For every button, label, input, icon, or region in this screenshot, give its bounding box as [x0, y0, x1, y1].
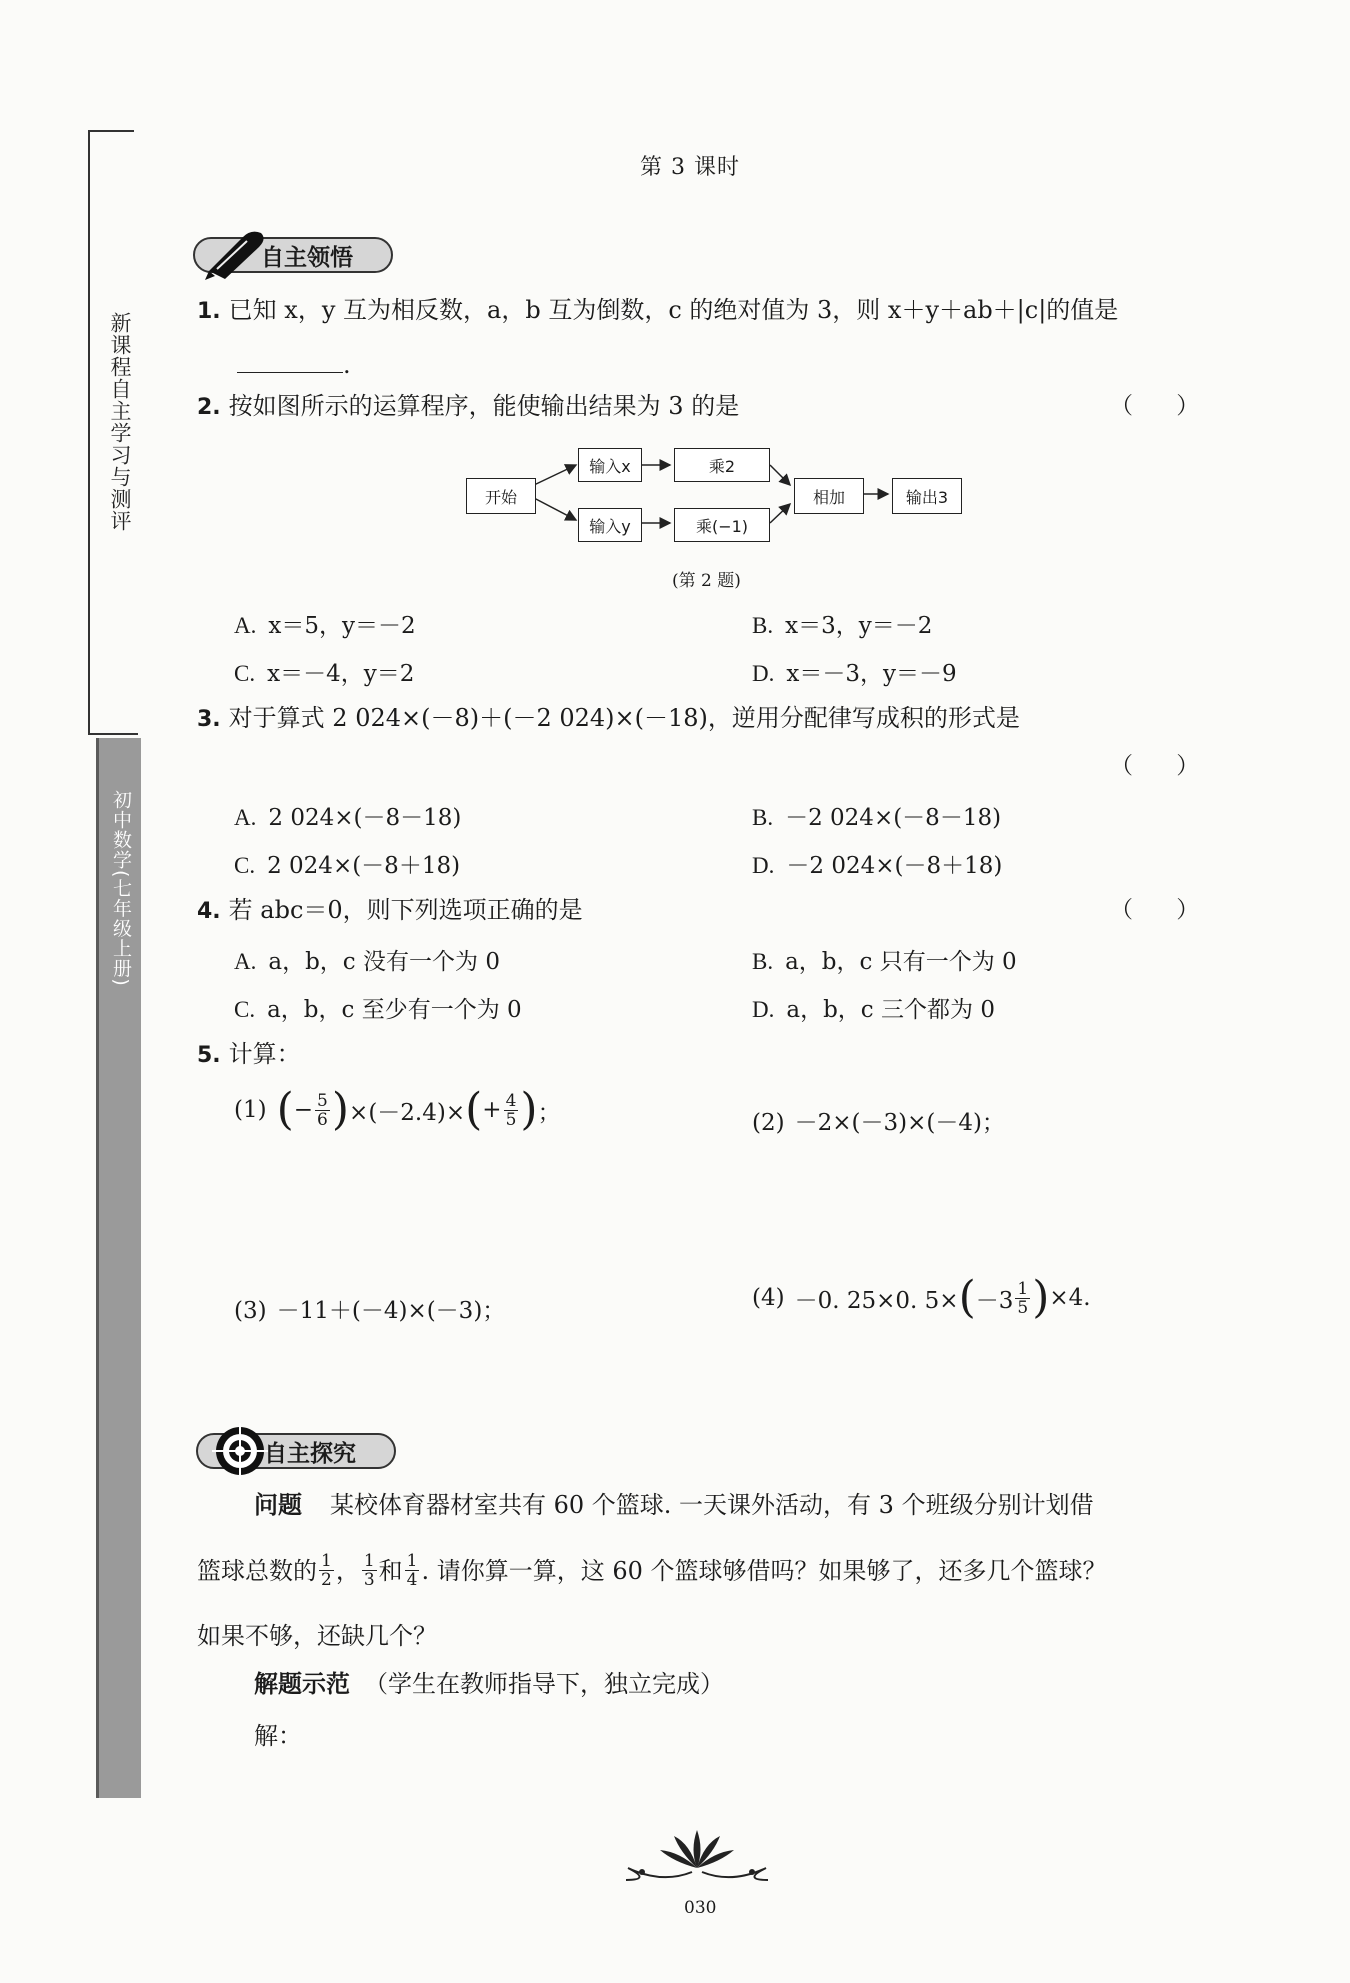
answer-blank-line — [197, 349, 351, 381]
flow-multiply-neg1: 乘(−1) — [674, 508, 770, 542]
option-a[interactable]: A. x＝5，y＝－2 — [234, 613, 416, 639]
question-number: 3. — [197, 707, 221, 732]
question-number: 1. — [197, 299, 221, 324]
fill-blank[interactable] — [237, 372, 343, 373]
flow-add: 相加 — [794, 478, 864, 514]
subject-title: 初中数学(七年级上册) — [110, 790, 132, 987]
figure-caption: (第 2 题) — [672, 571, 741, 591]
subquestion-3: (3) －11＋(－4)×(－3)； — [234, 1298, 506, 1324]
flow-start: 开始 — [466, 478, 536, 514]
question-1 — [197, 294, 1118, 328]
option-b[interactable]: B. a，b，c 只有一个为 0 — [752, 949, 1017, 975]
option-c[interactable]: C. 2 024×(－8＋18) — [234, 853, 461, 879]
section-header-self-understanding — [193, 237, 393, 273]
option-c[interactable]: C. a，b，c 至少有一个为 0 — [234, 997, 522, 1023]
lesson-title: 第 3 课时 — [640, 155, 740, 180]
question-5 — [197, 1038, 301, 1072]
question-4 — [197, 894, 583, 928]
question-number: 5. — [197, 1043, 221, 1068]
option-a[interactable]: A. a，b，c 没有一个为 0 — [234, 949, 500, 975]
fraction: $\frac{1}{2}$ — [321, 1551, 332, 1590]
subquestion-4: (4) －0. 25×0. 5× ( －3 $\frac{1}{5}$ ) ×4. — [752, 1272, 1091, 1323]
question-number: 4. — [197, 899, 221, 924]
fraction: $\frac{1}{3}$ — [363, 1551, 375, 1590]
floral-ornament-icon — [622, 1822, 772, 1888]
fraction: $\frac{1}{4}$ — [406, 1551, 418, 1590]
question-number: 2. — [197, 395, 221, 420]
option-b[interactable]: B. －2 024×(－8－18) — [752, 805, 1002, 831]
answer-paren[interactable]: （ ） — [1110, 393, 1218, 419]
problem-heading: 问题 — [254, 1491, 302, 1519]
problem-line-2: 篮球总数的 $\frac{1}{2}$ ， $\frac{1}{3}$ 和 $\frac{1}{4}$ . 请你算一算，这 60 个篮球够借吗？如果够了，还多几个篮球？ — [197, 1551, 1107, 1590]
option-a[interactable]: A. 2 024×(－8－18) — [234, 805, 462, 831]
solution-demo: 解题示范 （学生在教师指导下，独立完成） — [254, 1670, 724, 1698]
question-2 — [197, 390, 739, 424]
series-title: 新课程自主学习与测评 — [108, 312, 132, 532]
fraction: $\frac{4}{5}$ — [505, 1090, 517, 1130]
flow-input-x: 输入x — [578, 448, 642, 482]
answer-paren[interactable]: （ ） — [1110, 753, 1218, 779]
question-text: 对于算式 2 024×(－8)＋(－2 024)×(－18)，逆用分配律写成积的形式是 — [228, 704, 1020, 732]
problem-line-3: 如果不够，还缺几个？ — [197, 1622, 437, 1650]
answer-paren[interactable]: （ ） — [1110, 897, 1218, 923]
target-icon — [212, 1423, 268, 1479]
option-d[interactable]: D. x＝－3，y＝－9 — [752, 661, 957, 687]
problem-line-1: 问题 某校体育器材室共有 60 个篮球. 一天课外活动，有 3 个班级分别计划借 — [254, 1491, 1094, 1519]
question-text: 若 abc＝0，则下列选项正确的是 — [228, 896, 583, 924]
option-d[interactable]: D. －2 024×(－8＋18) — [752, 853, 1003, 879]
pen-icon — [203, 225, 273, 281]
question-3 — [197, 702, 1020, 736]
flow-multiply-2: 乘2 — [674, 448, 770, 482]
question-text: 已知 x，y 互为相反数，a，b 互为倒数，c 的绝对值为 3，则 x＋y＋ab＋|c|的值是 — [228, 296, 1119, 324]
subquestion-1: (1) ( − $\frac{5}{6}$ ) ×(－2.4)× ( + $\frac{4}{5}$ ) ； — [234, 1084, 561, 1135]
tab-border-top — [88, 130, 134, 132]
subquestion-2: (2) －2×(－3)×(－4)； — [752, 1110, 1005, 1136]
option-d[interactable]: D. a，b，c 三个都为 0 — [752, 997, 995, 1023]
solution-label: 解： — [254, 1722, 302, 1750]
fraction: $\frac{1}{5}$ — [1017, 1278, 1029, 1318]
flow-input-y: 输入y — [578, 508, 642, 542]
question-text: 计算： — [228, 1040, 301, 1068]
question-text: 按如图所示的运算程序，能使输出结果为 3 的是 — [228, 392, 740, 420]
fraction: $\frac{5}{6}$ — [317, 1090, 328, 1130]
section-header-self-exploration — [196, 1433, 396, 1469]
section-label: 自主探究 — [264, 1440, 356, 1467]
tab-border-bottom — [88, 733, 138, 735]
option-c[interactable]: C. x＝－4，y＝2 — [234, 661, 415, 687]
tab-border-left — [88, 130, 90, 735]
option-b[interactable]: B. x＝3，y＝－2 — [752, 613, 933, 639]
page-number: 030 — [684, 1898, 717, 1918]
section-label: 自主领悟 — [261, 244, 353, 271]
blank-period: . — [343, 351, 351, 379]
flow-output: 输出3 — [892, 478, 962, 514]
demo-heading: 解题示范 — [254, 1670, 350, 1698]
